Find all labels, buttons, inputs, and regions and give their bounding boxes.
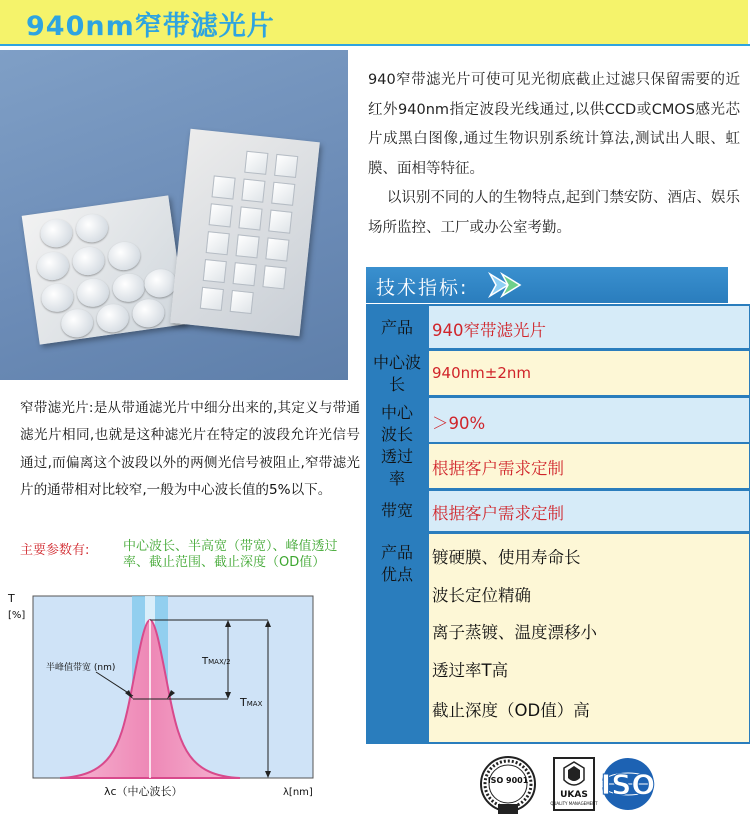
square-filter-card	[170, 129, 320, 337]
params-list: 中心波长、半高宽（带宽）、峰值透过率、截止范围、截止深度（OD值）	[123, 539, 338, 570]
definition-text: 窄带滤光片:是从带通滤光片中细分出来的,其定义与带通滤光片相同,也就是这种滤光片在特定的波段允许光信号通过,而偏离这个波段以外的两侧光信号被阻止,窄带滤光片的通带相对比较窄,一般为中心波长值的5%以下。	[20, 400, 360, 499]
y-axis-label: T	[8, 592, 15, 605]
params-label: 主要参数有:	[20, 543, 90, 558]
tmax-subscript: MAX	[246, 700, 263, 708]
page-title: 940nm窄带滤光片	[26, 11, 275, 42]
square-filter	[271, 182, 295, 206]
spec-value: 根据客户需求定制	[432, 504, 564, 523]
spec-label: 产品	[380, 318, 413, 337]
round-filter	[35, 250, 71, 282]
ukas-badge-icon	[550, 758, 598, 810]
certification-logos	[476, 752, 746, 820]
round-filter	[131, 297, 167, 329]
square-filter	[211, 175, 235, 199]
round-filter	[71, 245, 107, 277]
iso9001-text: ISO 9001	[487, 776, 529, 785]
square-filter	[230, 290, 254, 314]
spec-value: 940窄带滤光片	[432, 321, 546, 340]
square-filter	[265, 237, 289, 261]
intro-paragraph: 以识别不同的人的生物特点,起到门禁安防、酒店、娱乐场所监控、工厂或办公室考勤。	[368, 190, 740, 236]
tech-spec-title: 技术指标:	[376, 277, 469, 299]
spec-value: 离子蒸镀、温度漂移小	[432, 623, 597, 642]
tmax-half-label	[201, 656, 231, 667]
spec-label: 带宽	[380, 501, 413, 520]
fwhm-label: 半峰值带宽 (nm)	[46, 663, 116, 673]
tmax-half-symbol: T	[202, 656, 209, 667]
center-wavelength-label: λc（中心波长）	[104, 785, 183, 798]
intro-text	[368, 66, 740, 243]
header-divider	[0, 44, 750, 46]
square-filter	[209, 203, 233, 227]
square-filter	[268, 210, 292, 234]
spec-value: 940nm±2nm	[432, 364, 531, 382]
round-filter	[59, 307, 95, 339]
spec-label: 中心波长透过率	[380, 403, 413, 488]
arrow-right-icon	[488, 272, 524, 298]
ukas-text: UKAS	[560, 790, 588, 800]
square-filter	[238, 206, 262, 230]
spec-label: 中心波长	[372, 353, 421, 394]
round-filter	[74, 212, 110, 244]
round-filter	[111, 272, 147, 304]
round-filter-card	[22, 195, 187, 344]
tmax-half-subscript: MAX/2	[208, 658, 231, 666]
square-filter	[241, 179, 265, 203]
iso-logo-icon	[601, 758, 655, 810]
spec-value: 截止深度（OD值）高	[432, 701, 590, 720]
square-filter	[274, 154, 298, 178]
square-filter	[233, 262, 257, 286]
transmission-curve-diagram	[0, 588, 345, 802]
product-photo	[0, 50, 348, 380]
square-filter	[200, 287, 224, 311]
tmax-symbol: T	[240, 696, 247, 709]
spec-label: 产品优点	[380, 543, 413, 584]
spec-value: 镀硬膜、使用寿命长	[432, 548, 581, 567]
spec-value: ＞90%	[432, 414, 486, 433]
spec-value: 波长定位精确	[432, 586, 531, 605]
iso-text: ISO	[600, 768, 656, 801]
round-filter	[75, 277, 111, 309]
spec-table	[366, 304, 750, 744]
iso9001-badge-icon	[481, 757, 535, 814]
spec-value: 根据客户需求定制	[432, 459, 564, 478]
square-filter	[262, 265, 286, 289]
x-axis-label: λ[nm]	[283, 787, 313, 798]
ukas-subtext: QUALITY MANAGEMENT	[550, 801, 598, 806]
tech-spec-header	[366, 267, 728, 303]
square-filter	[244, 151, 268, 175]
round-filter	[39, 217, 75, 249]
round-filter	[40, 282, 76, 314]
square-filter	[235, 234, 259, 258]
y-axis-unit: [%]	[8, 610, 26, 621]
round-filter	[106, 240, 142, 272]
round-filter	[95, 302, 131, 334]
spec-value: 透过率T高	[432, 661, 509, 680]
square-filter	[203, 259, 227, 283]
intro-paragraph: 940窄带滤光片可使可见光彻底截止过滤只保留需要的近红外940nm指定波段光线通过,以供CCD或CMOS感光芯片成黑白图像,通过生物识别系统计算法,测试出人眼、虹膜、面相等特征。	[368, 72, 740, 177]
square-filter	[206, 231, 230, 255]
